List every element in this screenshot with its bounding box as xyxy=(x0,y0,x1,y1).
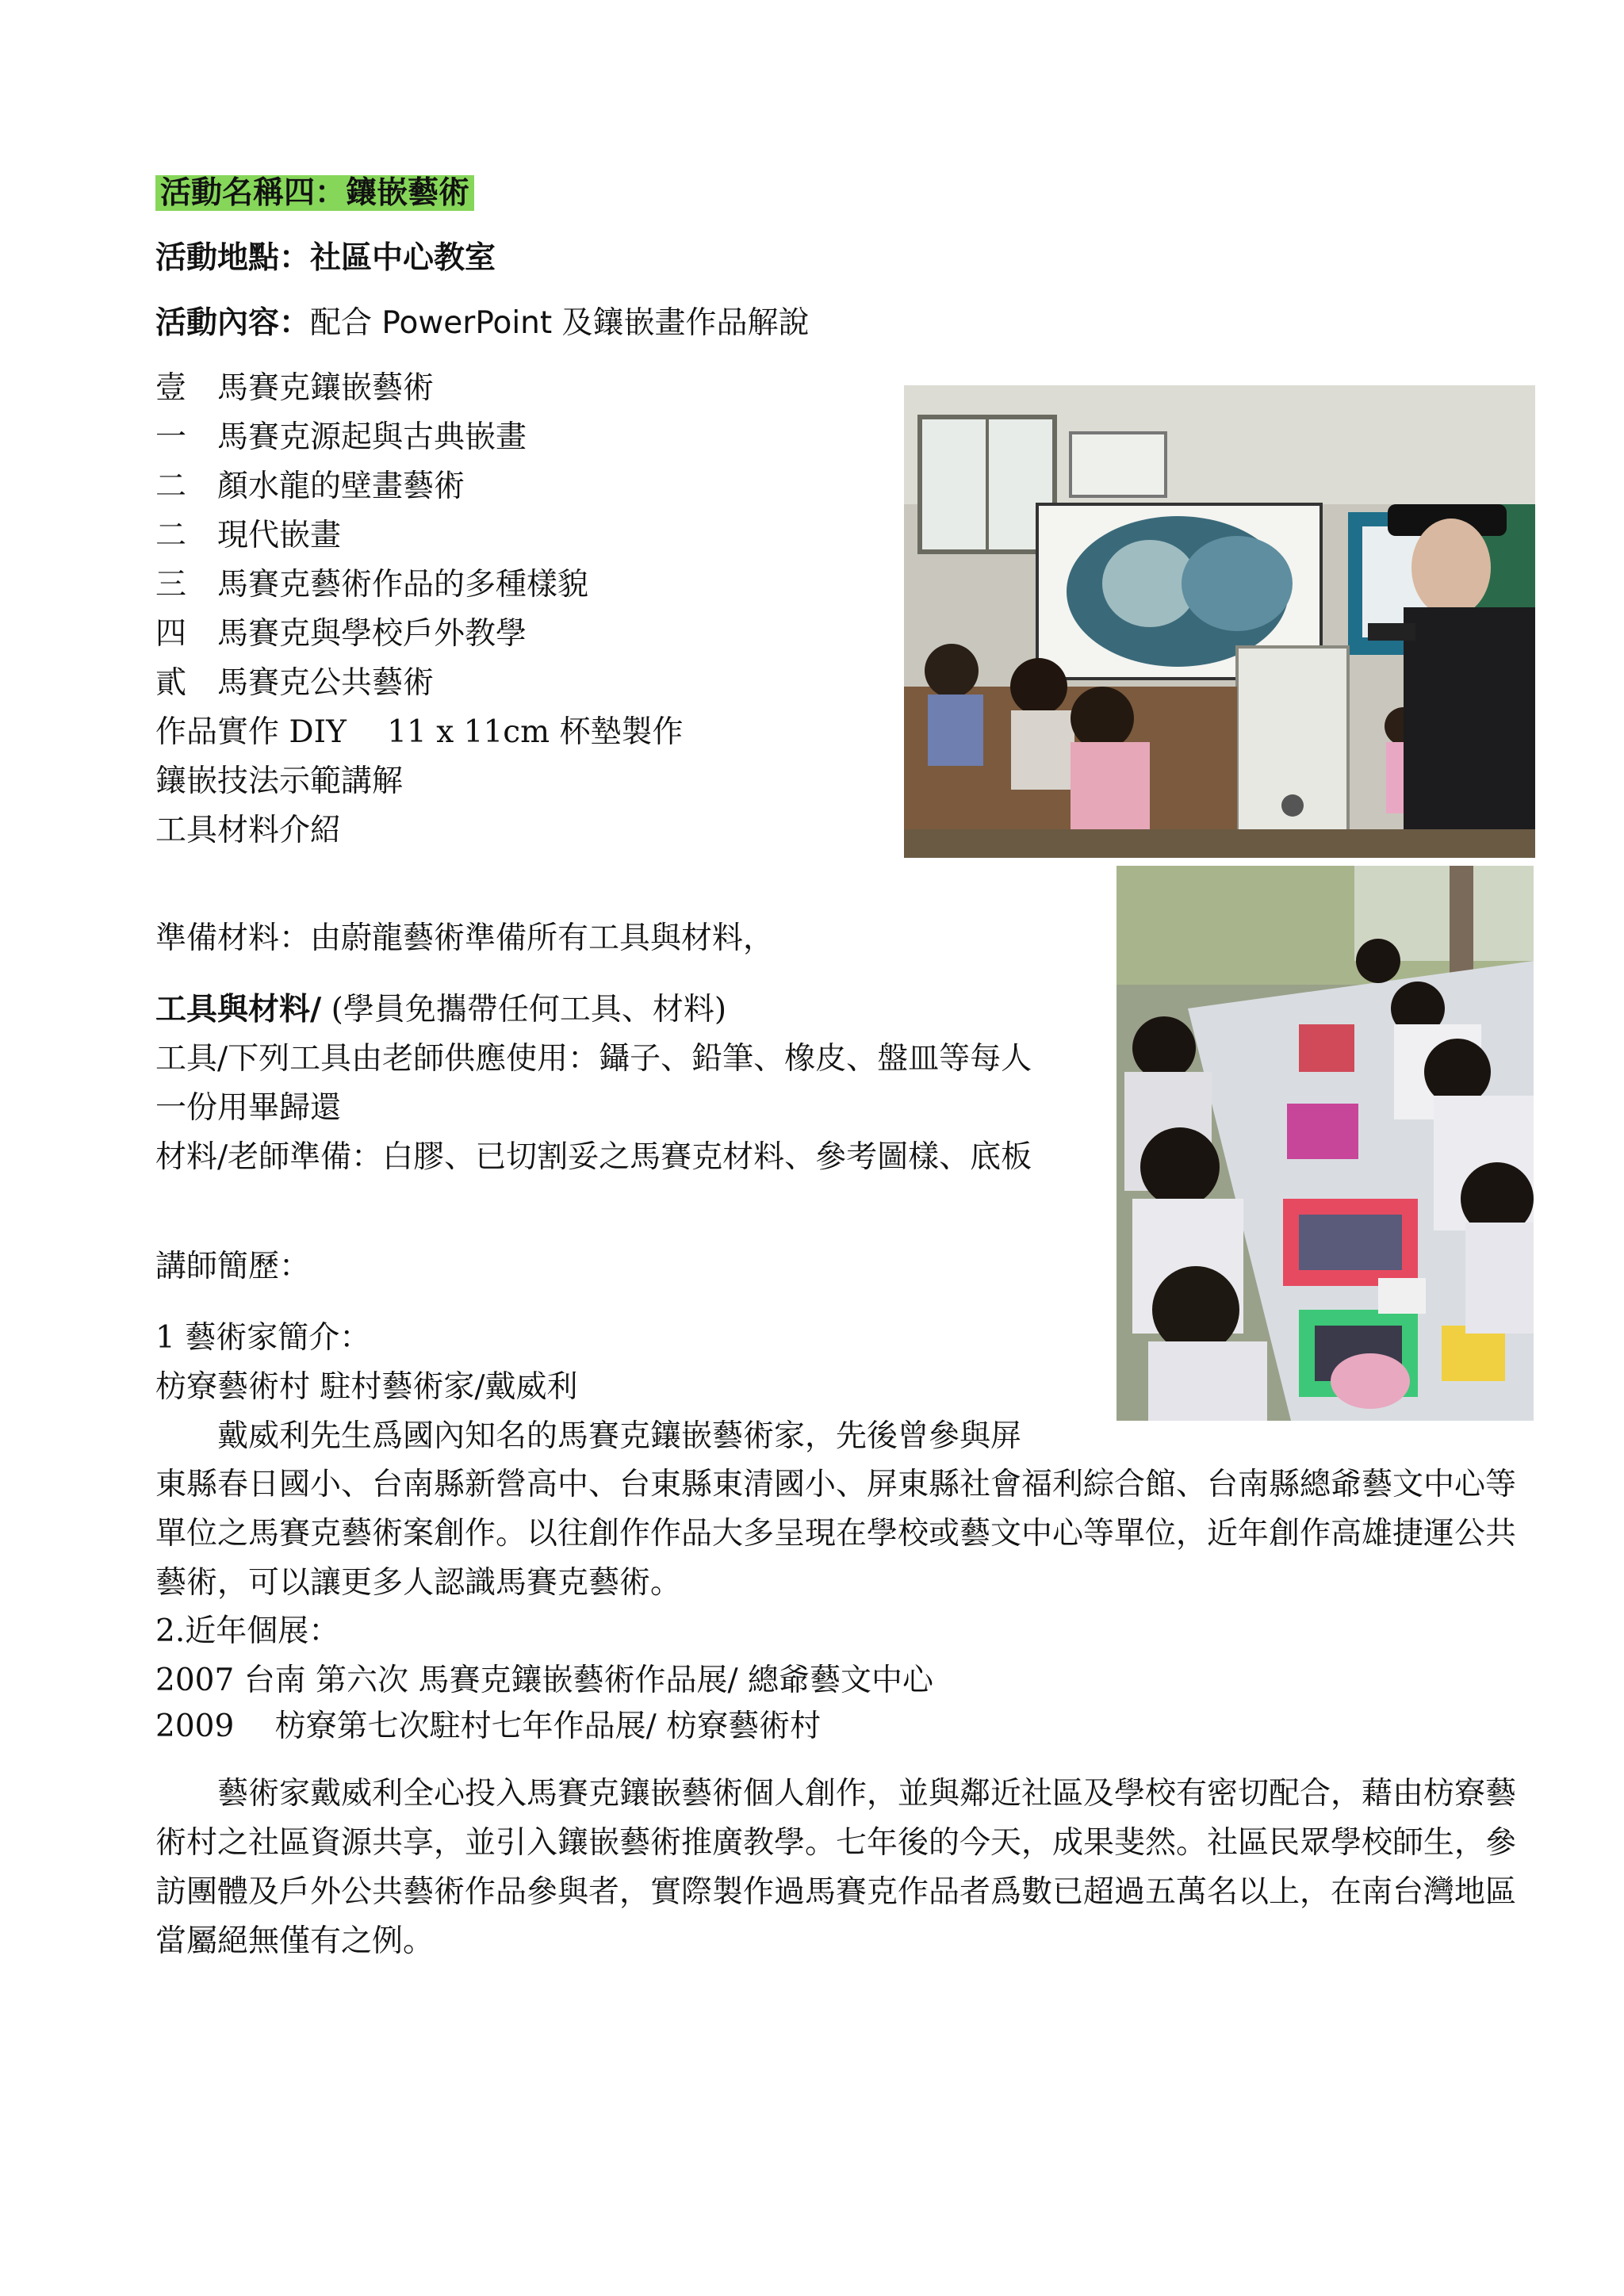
outline-item: 二 現代嵌畫 xyxy=(155,518,342,553)
activity-location-value: 社區中心教室 xyxy=(310,240,496,276)
activity-content-line xyxy=(155,300,810,347)
outline-item: 貳 馬賽克公共藝術 xyxy=(155,665,435,701)
activity-location-label: 活動地點： xyxy=(155,240,311,276)
outline-item: 壹 馬賽克鑲嵌藝術 xyxy=(155,370,435,406)
activity-content-value: 配合 PowerPoint 及鑲嵌畫作品解說 xyxy=(310,305,810,341)
activity-name-highlight xyxy=(155,175,474,211)
artist-intro-subtitle: 枋寮藝術村 駐村藝術家/戴威利 xyxy=(155,1369,578,1405)
materials-line: 材料/老師準備：白膠、已切割妥之馬賽克材料、參考圖樣、底板 xyxy=(155,1139,1032,1175)
tools-line-1: 工具/下列工具由老師供應使用：鑷子、鉛筆、橡皮、盤皿等每人 xyxy=(155,1041,1032,1077)
outline-item: 工具材料介紹 xyxy=(155,813,342,848)
tools-heading-line xyxy=(155,986,726,1034)
students-mosaic-workshop-photo xyxy=(1116,866,1534,1421)
outline-item: 一 馬賽克源起與古典嵌畫 xyxy=(155,419,527,455)
outline-item: 三 馬賽克藝術作品的多種樣貌 xyxy=(155,567,589,603)
tools-heading-bold: 工具與材料/ xyxy=(155,992,322,1027)
closing-paragraph: 藝術家戴威利全心投入馬賽克鑲嵌藝術個人創作，並與鄰近社區及學校有密切配合，藉由枋寮藝術村之社區資源共享，並引入鑲嵌藝術推廣教學。七年後的今天，成果斐然。社區民眾學校師生，參訪團體及戶外公共藝術作品參與者，實際製作過馬賽克作品者爲數已超過五萬名以上，在南台灣地區當屬絕無僅有之例。 xyxy=(155,1776,1517,1959)
outline-item: 二 顏水龍的壁畫藝術 xyxy=(155,469,465,504)
outline-item: 鑲嵌技法示範講解 xyxy=(155,763,404,799)
exhibition-item: 2009 枋寮第七次駐村七年作品展/ 枋寮藝術村 xyxy=(155,1709,822,1744)
instructor-heading: 講師簡歷： xyxy=(155,1249,311,1284)
activity-content-label: 活動內容： xyxy=(155,305,311,341)
activity-name-label: 活動名稱四： xyxy=(160,175,347,211)
activity-location-line xyxy=(155,235,496,282)
artist-bio-paragraph: 東縣春日國小、台南縣新營高中、台東縣東清國小、屏東縣社會福利綜合館、台南縣總爺藝文中心等單位之馬賽克藝術案創作。以往創作作品大多呈現在學校或藝文中心等單位，近年創作高雄捷運公共藝術，可以讓更多人認識馬賽克藝術。 xyxy=(155,1467,1517,1601)
activity-name-value: 鑲嵌藝術 xyxy=(346,175,470,211)
exhibition-item: 2007 台南 第六次 馬賽克鑲嵌藝術作品展/ 總爺藝文中心 xyxy=(155,1663,933,1698)
artist-bio-first-line: 戴威利先生爲國內知名的馬賽克鑲嵌藝術家，先後曾參與屏 xyxy=(155,1418,1022,1454)
tools-line-2: 一份用畢歸還 xyxy=(155,1090,342,1126)
exhibitions-heading: 2.近年個展： xyxy=(155,1613,340,1649)
outline-item: 作品實作 DIY 11 x 11cm 杯墊製作 xyxy=(155,714,684,750)
classroom-presentation-photo xyxy=(904,385,1535,858)
artist-intro-heading: 1 藝術家簡介： xyxy=(155,1320,371,1356)
activity-name-line xyxy=(155,170,474,217)
tools-heading-rest: (學員免攜帶任何工具、材料) xyxy=(321,992,727,1027)
prepare-materials-line: 準備材料：由蔚龍藝術準備所有工具與材料， xyxy=(155,920,775,956)
outline-item: 四 馬賽克與學校戶外教學 xyxy=(155,616,527,652)
